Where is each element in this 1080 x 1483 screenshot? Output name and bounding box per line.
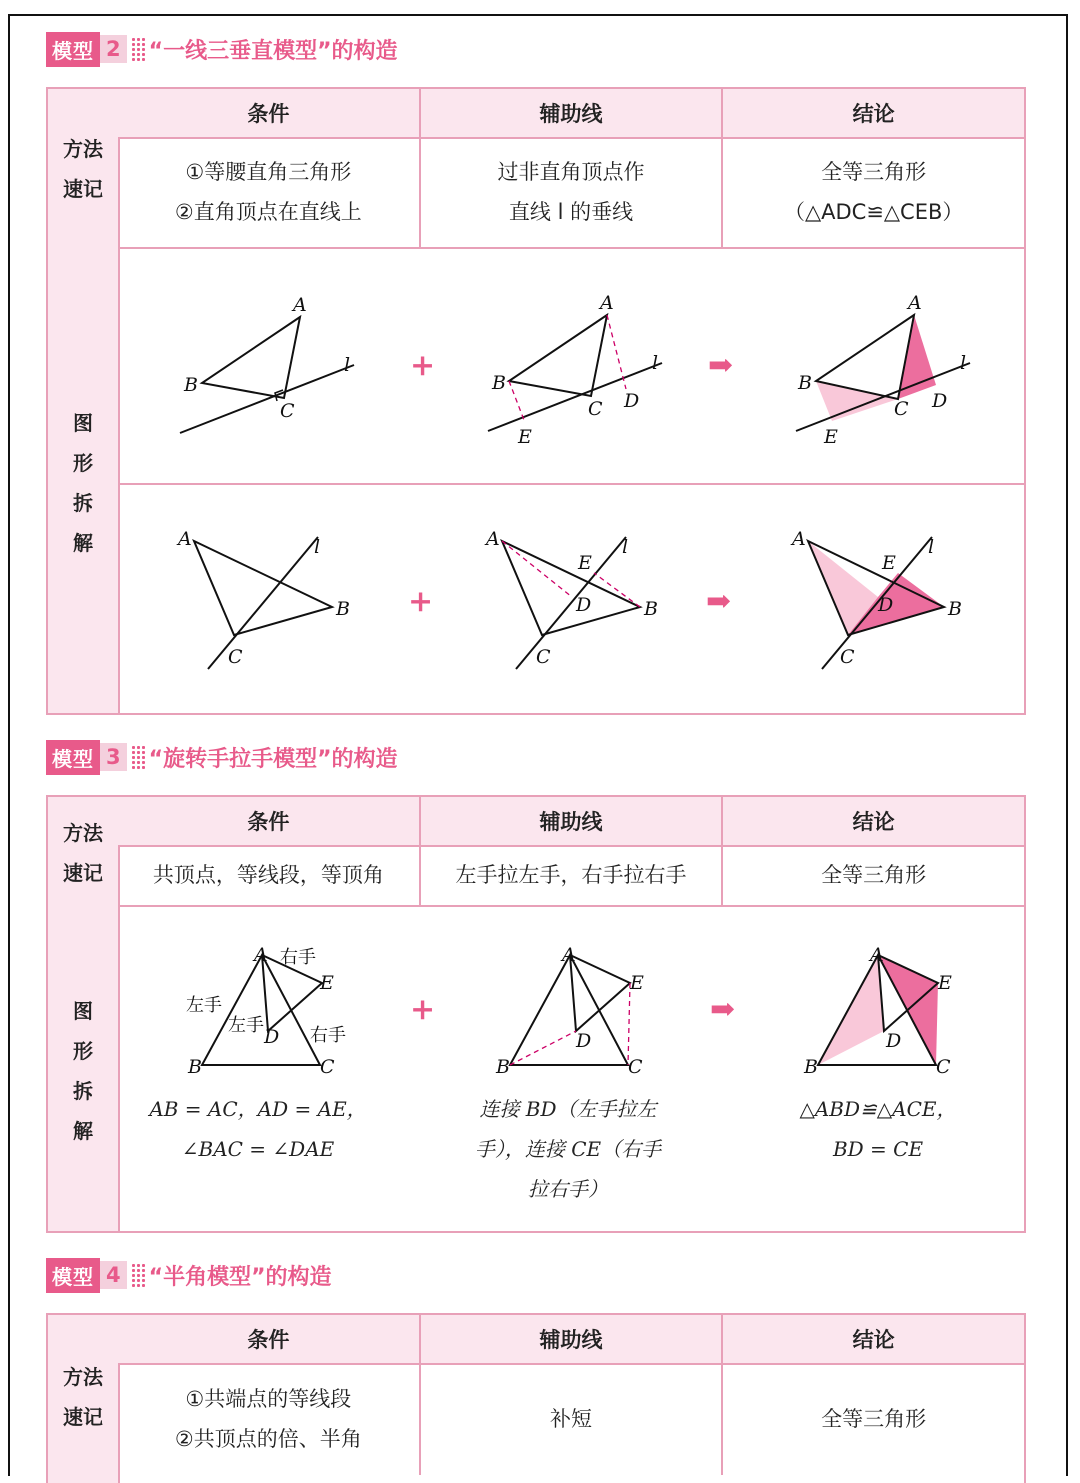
figure-row-2 — [118, 485, 1024, 715]
side-label: 方法 — [63, 137, 103, 161]
hand-label: 左手 — [228, 1015, 264, 1036]
model2-table — [46, 87, 1026, 715]
dots-icon — [131, 745, 145, 769]
svg-text:l: l — [622, 536, 629, 558]
model3-heading — [46, 740, 398, 774]
caption-line: 连接 BD（左手拉左 — [479, 1097, 657, 1121]
svg-text:B: B — [948, 598, 962, 620]
condition-line: ②共顶点的倍、半角 — [174, 1427, 362, 1451]
caption-condition — [138, 1089, 378, 1169]
side-column — [48, 89, 120, 713]
svg-text:B: B — [804, 1056, 818, 1078]
aux-line-cell — [421, 137, 724, 247]
method-row — [118, 845, 1024, 907]
svg-text:B: B — [184, 374, 198, 396]
side-label: 图 — [73, 999, 93, 1023]
figure-row-hand-in-hand — [118, 907, 1024, 1233]
plus-icon: + — [408, 584, 434, 619]
svg-text:E: E — [882, 552, 896, 574]
model3-table — [46, 795, 1026, 1233]
svg-text:D: D — [264, 1026, 280, 1048]
svg-text:l: l — [314, 536, 321, 558]
side-label: 拆 — [73, 491, 93, 515]
model-title: “半角模型”的构造 — [148, 1264, 332, 1290]
arrow-icon: ➡ — [706, 584, 732, 619]
model4-heading — [46, 1258, 332, 1292]
header-conclusion: 结论 — [852, 1328, 895, 1352]
svg-text:D: D — [624, 390, 640, 412]
aux-line-cell: 左手拉左手，右手拉右手 — [421, 845, 724, 905]
caption-line: AB = AC，AD = AE， — [149, 1097, 367, 1121]
side-label: 方法 — [63, 821, 103, 845]
condition-line: ①等腰直角三角形 — [185, 160, 352, 184]
svg-text:D: D — [576, 1030, 592, 1052]
svg-text:B: B — [496, 1056, 510, 1078]
table-header — [118, 89, 1024, 139]
caption-conclusion — [758, 1089, 998, 1169]
arrow-icon: ➡ — [708, 348, 734, 383]
svg-text:B: B — [336, 598, 350, 620]
caption-aux — [438, 1089, 698, 1209]
svg-text:D: D — [878, 594, 894, 616]
svg-text:E: E — [578, 552, 592, 574]
header-conclusion: 结论 — [852, 102, 895, 126]
caption-line: 拉右手） — [528, 1177, 608, 1201]
caption-line: △ABD≌△ACE， — [799, 1097, 957, 1121]
condition-cell — [118, 1363, 421, 1475]
figure-row-1 — [118, 249, 1024, 485]
svg-text:C: C — [280, 400, 295, 422]
header-condition: 条件 — [118, 1315, 421, 1363]
diagram-one-line-three-perp — [118, 249, 1026, 481]
aux-line-text: 直线 l 的垂线 — [508, 200, 634, 224]
side-column — [48, 1315, 120, 1483]
svg-text:D: D — [576, 594, 592, 616]
svg-text:A: A — [908, 292, 922, 314]
svg-text:B: B — [492, 372, 506, 394]
svg-text:E: E — [320, 972, 334, 994]
svg-text:A: A — [562, 944, 576, 966]
header-condition: 条件 — [118, 89, 421, 137]
side-label: 解 — [73, 531, 93, 555]
dots-icon — [131, 37, 145, 61]
model-tag: 模型 — [46, 1258, 100, 1293]
model-title: “旋转手拉手模型”的构造 — [148, 746, 398, 772]
svg-text:B: B — [798, 372, 812, 394]
condition-cell — [118, 137, 421, 247]
side-label: 形 — [73, 451, 93, 475]
condition-line: ②直角顶点在直线上 — [174, 200, 362, 224]
svg-text:C: C — [936, 1056, 951, 1078]
side-label: 解 — [73, 1119, 93, 1143]
svg-text:D: D — [932, 390, 948, 412]
svg-text:C: C — [536, 646, 551, 668]
diagram-one-line-three-perp-2 — [118, 485, 1026, 713]
model-number: 2 — [100, 35, 127, 63]
header-condition: 条件 — [118, 797, 421, 845]
arrow-icon: ➡ — [710, 992, 736, 1027]
aux-line-text: 过非直角顶点作 — [497, 160, 645, 184]
model4-table — [46, 1313, 1026, 1483]
header-aux-line: 辅助线 — [421, 89, 724, 137]
svg-text:A: A — [293, 294, 307, 316]
model-number: 4 — [100, 1261, 127, 1289]
side-label: 拆 — [73, 1079, 93, 1103]
side-label: 速记 — [63, 861, 103, 885]
svg-text:A: A — [792, 528, 806, 550]
side-column — [48, 797, 120, 1231]
svg-text:A: A — [486, 528, 500, 550]
svg-text:D: D — [886, 1030, 902, 1052]
hand-label: 右手 — [310, 1025, 346, 1046]
svg-text:C: C — [840, 646, 855, 668]
header-aux-line: 辅助线 — [421, 1315, 724, 1363]
diagram-hand-in-hand — [118, 907, 1026, 1087]
header-conclusion: 结论 — [852, 810, 895, 834]
svg-text:B: B — [644, 598, 658, 620]
svg-text:A: A — [600, 292, 614, 314]
model-title: “一线三垂直模型”的构造 — [148, 38, 398, 64]
svg-text:C: C — [588, 398, 603, 420]
table-header — [118, 1315, 1024, 1365]
side-label: 速记 — [63, 1405, 103, 1429]
svg-text:A: A — [870, 944, 884, 966]
caption-line: 手），连接 CE（右手 — [474, 1137, 662, 1161]
condition-cell: 共顶点，等线段，等顶角 — [118, 845, 421, 905]
svg-text:E: E — [824, 426, 838, 448]
method-row — [118, 137, 1024, 249]
model-number: 3 — [100, 743, 127, 771]
svg-text:l: l — [344, 354, 351, 376]
conclusion-cell — [723, 137, 1024, 247]
side-label: 方法 — [63, 1365, 103, 1389]
side-label: 形 — [73, 1039, 93, 1063]
side-label: 图 — [73, 411, 93, 435]
svg-text:l: l — [652, 352, 659, 374]
svg-text:l: l — [960, 352, 967, 374]
condition-line: ①共端点的等线段 — [185, 1387, 352, 1411]
svg-text:A: A — [254, 944, 268, 966]
svg-text:C: C — [320, 1056, 335, 1078]
svg-text:E: E — [518, 426, 532, 448]
caption-line: BD = CE — [832, 1137, 924, 1161]
plus-icon: + — [410, 348, 436, 383]
svg-text:E: E — [938, 972, 952, 994]
header-aux-line: 辅助线 — [421, 797, 724, 845]
model2-heading — [46, 32, 398, 66]
svg-text:l: l — [928, 536, 935, 558]
aux-line-cell: 补短 — [421, 1363, 724, 1475]
conclusion-cell: 全等三角形 — [821, 863, 927, 887]
caption-line: ∠BAC = ∠DAE — [181, 1137, 335, 1161]
conclusion-text: 全等三角形 — [821, 160, 927, 184]
svg-text:A: A — [178, 528, 192, 550]
svg-text:C: C — [228, 646, 243, 668]
svg-text:B: B — [188, 1056, 202, 1078]
model-tag: 模型 — [46, 32, 100, 67]
model-tag: 模型 — [46, 740, 100, 775]
conclusion-text: （△ADC≌△CEB） — [783, 200, 964, 224]
plus-icon: + — [410, 992, 436, 1027]
table-header — [118, 797, 1024, 847]
side-label: 速记 — [63, 177, 103, 201]
conclusion-cell: 全等三角形 — [821, 1407, 927, 1431]
svg-text:E: E — [630, 972, 644, 994]
method-row — [118, 1363, 1024, 1475]
hand-label: 右手 — [280, 947, 316, 968]
dots-icon — [131, 1263, 145, 1287]
hand-label: 左手 — [186, 995, 222, 1016]
svg-text:C: C — [628, 1056, 643, 1078]
svg-text:C: C — [894, 398, 909, 420]
